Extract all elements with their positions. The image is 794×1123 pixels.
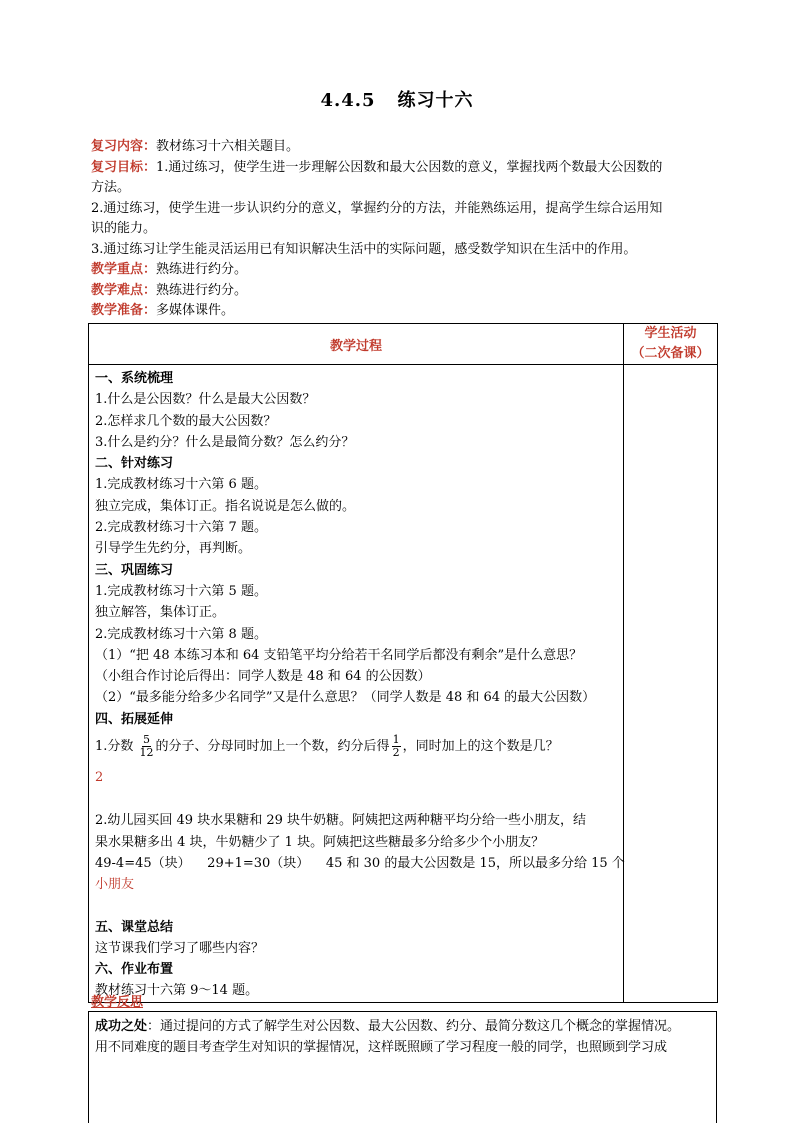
section-title: 六、作业布置	[95, 962, 174, 978]
list-item: 1.什么是公因数？什么是最大公因数？	[95, 392, 316, 408]
review-goal-2a: 2.通过练习，使学生进一步认识约分的意义，掌握约分的方法，并能熟练运用，提高学生综合运用知	[91, 200, 663, 216]
review-goal-2b: 识的能力。	[91, 221, 157, 236]
teaching-difficulty: 教学难点：熟练进行约分。	[91, 282, 248, 298]
list-item: 1.完成教材练习十六第 6 题。	[95, 477, 267, 493]
page-title	[0, 86, 794, 112]
review-goal-cont: 方法。	[91, 180, 131, 195]
answer-2-cont: 小朋友	[95, 877, 135, 893]
list-item: 独立解答，集体订正。	[95, 605, 226, 621]
list-item: （小组合作讨论后得出：同学人数是 48 和 64 的公因数）	[95, 669, 431, 685]
list-item: （2）“最多能分给多少名同学”又是什么意思？（同学人数是 48 和 64 的最大公因数）	[95, 690, 596, 706]
process-header: 教学过程	[89, 324, 624, 365]
teaching-preparation: 教学准备：多媒体课件。	[91, 303, 235, 318]
list-item: 2.完成教材练习十六第 8 题。	[95, 626, 267, 642]
list-item: 引导学生先约分，再判断。	[95, 541, 252, 557]
answer-2: 49-4=45（块） 29+1=30（块） 45 和 30 的最大公因数是 15，所以最多分给 15 个	[95, 855, 625, 871]
review-goal-3: 3.通过练习让学生能灵活运用已有知识解决生活中的实际问题，感受数学知识在生活中的作用。	[91, 241, 637, 257]
lesson-table	[88, 323, 718, 1003]
list-item: 教材练习十六第 9～14 题。	[95, 983, 259, 999]
list-item: 2.完成教材练习十六第 7 题。	[95, 520, 267, 536]
lesson-header	[91, 137, 711, 322]
list-item: 2.怎样求几个数的最大公因数？	[95, 413, 277, 429]
section-title: 一、系统梳理	[95, 371, 174, 386]
reflection-line-1: 成功之处：通过提问的方式了解学生对公因数、最大公因数、约分、最简分数这几个概念的掌握情况。	[95, 1019, 681, 1034]
question-2: 2.幼儿园买回 49 块水果糖和 29 块牛奶糖。阿姨把这两种糖平均分给一些小朋友，结	[95, 813, 587, 829]
list-item: 3.什么是约分？什么是最简分数？怎么约分？	[95, 434, 355, 450]
section-title: 四、拓展延伸	[95, 711, 174, 727]
title-text: 练习十六	[397, 90, 474, 111]
reflection-box	[88, 1011, 717, 1123]
reflection-line-2: 用不同难度的题目考查学生对知识的掌握情况，这样既照顾了学习程度一般的同学，也照顾到学习成	[95, 1040, 668, 1055]
list-item: 这节课我们学习了哪些内容？	[95, 940, 265, 956]
list-item: （1）“把 48 本练习本和 64 支铅笔平均分给若干名同学后都没有剩余”是什么意思？	[95, 647, 583, 663]
success-label: 成功之处	[95, 1019, 148, 1034]
question-fraction: 1.分数 $\frac{5}{12}$ 的分子、分母同时加上一个数，约分后得 $\frac{1}{2}$ ，同时加上的这个数是几？	[95, 733, 559, 760]
process-content	[89, 365, 624, 1003]
section-title: 二、针对练习	[95, 456, 174, 472]
fraction-five-twelfths: $\frac{5}{12}$	[139, 733, 154, 760]
answer-1: 2	[95, 770, 104, 786]
review-content: 复习内容：教材练习十六相关题目。	[91, 139, 300, 154]
section-title: 三、巩固练习	[95, 562, 174, 578]
review-goal: 复习目标：1.通过练习，使学生进一步理解公因数和最大公因数的意义，掌握找两个数最大公因数的	[91, 159, 663, 175]
fraction-one-half: $\frac{1}{2}$	[392, 733, 400, 760]
list-item: 1.完成教材练习十六第 5 题。	[95, 583, 267, 599]
reflection-label: 教学反思	[91, 995, 144, 1010]
section-title: 五、课堂总结	[95, 919, 174, 935]
activity-column	[624, 365, 718, 1003]
list-item: 独立完成，集体订正。指名说说是怎么做的。	[95, 498, 356, 514]
teaching-key: 教学重点：熟练进行约分。	[91, 262, 248, 277]
question-2-cont: 果水果糖多出 4 块，牛奶糖少了 1 块。阿姨把这些糖最多分给多少个小朋友？	[95, 834, 545, 850]
activity-header: 学生活动 （二次备课）	[624, 324, 718, 365]
title-number: 4.4.5	[320, 90, 376, 111]
